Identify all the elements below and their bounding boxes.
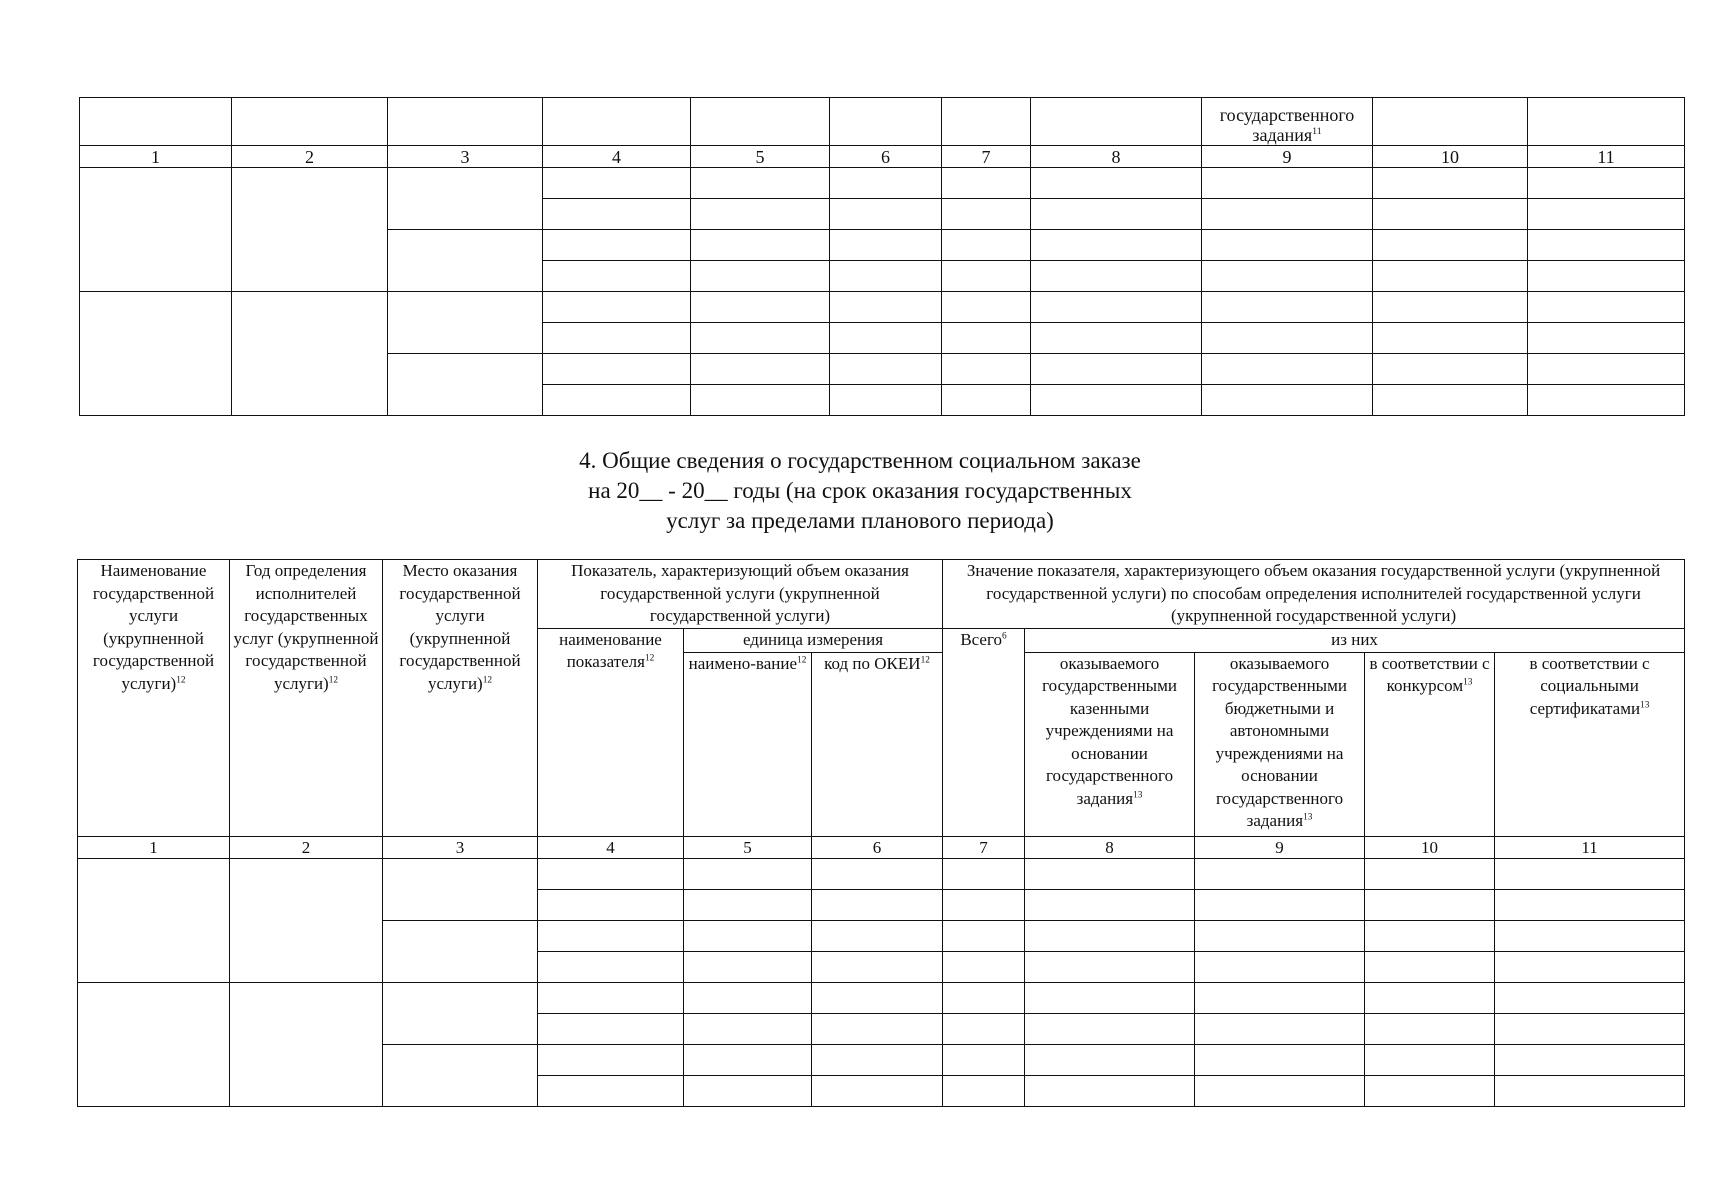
column-number: 4 bbox=[538, 836, 684, 858]
empty-cell bbox=[1373, 230, 1528, 261]
empty-cell bbox=[812, 951, 943, 982]
empty-cell bbox=[691, 354, 830, 385]
empty-cell bbox=[1202, 261, 1373, 292]
empty-cell bbox=[383, 920, 538, 982]
empty-cell bbox=[1365, 920, 1495, 951]
empty-cell bbox=[1495, 1044, 1685, 1075]
section-title bbox=[360, 446, 1360, 536]
empty-cell bbox=[1025, 982, 1195, 1013]
empty-cell bbox=[1025, 920, 1195, 951]
empty-cell bbox=[1025, 1013, 1195, 1044]
empty-cell bbox=[1528, 323, 1685, 354]
empty-cell bbox=[1365, 1075, 1495, 1106]
header-text: Значение показателя, характеризующего объем оказания государственной услуги (укрупненной государственной услуги) по способам определения исполнителей государственной услуги (укрупненной государственной услуги) bbox=[966, 561, 1661, 625]
empty-cell bbox=[543, 168, 691, 199]
empty-cell bbox=[1495, 982, 1685, 1013]
empty-cell bbox=[942, 168, 1031, 199]
empty-cell bbox=[691, 261, 830, 292]
footnote-ref: 12 bbox=[328, 674, 339, 685]
header-cell bbox=[942, 98, 1031, 146]
header-unit-code bbox=[812, 652, 943, 836]
column-number-row bbox=[78, 836, 1685, 858]
empty-cell bbox=[942, 261, 1031, 292]
column-number: 9 bbox=[1195, 836, 1365, 858]
empty-cell bbox=[1373, 199, 1528, 230]
header-text: Место оказания государственной услуги (укрупненной государственной услуги) bbox=[399, 561, 521, 693]
empty-cell bbox=[942, 323, 1031, 354]
empty-cell bbox=[812, 858, 943, 889]
footnote-ref: 12 bbox=[482, 674, 493, 685]
column-number: 3 bbox=[388, 146, 543, 168]
column-number: 10 bbox=[1373, 146, 1528, 168]
empty-cell bbox=[684, 1044, 812, 1075]
column-number: 7 bbox=[942, 146, 1031, 168]
empty-cell bbox=[1373, 261, 1528, 292]
header-cell bbox=[80, 98, 232, 146]
empty-cell bbox=[684, 1013, 812, 1044]
empty-cell bbox=[388, 292, 543, 354]
empty-cell bbox=[1528, 230, 1685, 261]
header-text: Наименование государственной услуги (укрупненной государственной услуги) bbox=[92, 561, 215, 693]
footnote-ref: 11 bbox=[1312, 126, 1322, 137]
header-text: Всего bbox=[960, 629, 1003, 649]
header-state-treasury bbox=[1025, 652, 1195, 836]
empty-cell bbox=[1365, 889, 1495, 920]
header-text: наимено-вание bbox=[688, 653, 798, 673]
footnote-ref: 13 bbox=[1640, 699, 1650, 710]
column-number: 11 bbox=[1495, 836, 1685, 858]
empty-cell bbox=[1031, 323, 1202, 354]
empty-cell bbox=[543, 261, 691, 292]
header-indicator-group bbox=[538, 560, 943, 629]
empty-cell bbox=[1195, 1044, 1365, 1075]
empty-cell bbox=[1528, 168, 1685, 199]
empty-cell bbox=[232, 168, 388, 292]
empty-cell bbox=[80, 168, 232, 292]
footnote-ref: 12 bbox=[644, 653, 655, 664]
empty-cell bbox=[1031, 292, 1202, 323]
column-number: 1 bbox=[78, 836, 230, 858]
empty-cell bbox=[388, 168, 543, 230]
empty-cell bbox=[1495, 1013, 1685, 1044]
empty-cell bbox=[538, 982, 684, 1013]
table-row bbox=[80, 292, 1685, 323]
empty-cell bbox=[812, 982, 943, 1013]
header-text: наименование показателя bbox=[559, 629, 662, 671]
empty-cell bbox=[830, 230, 942, 261]
empty-cell bbox=[543, 354, 691, 385]
empty-cell bbox=[1195, 920, 1365, 951]
empty-cell bbox=[538, 920, 684, 951]
empty-cell bbox=[1202, 199, 1373, 230]
table-row bbox=[78, 982, 1685, 1013]
section-title-line: на 20__ - 20__ годы (на срок оказания государственных bbox=[588, 478, 1132, 503]
empty-cell bbox=[1495, 1075, 1685, 1106]
empty-cell bbox=[1195, 889, 1365, 920]
empty-cell bbox=[1031, 261, 1202, 292]
header-text: Год определения исполнителей государственных услуг (укрупненной государственной услуги) bbox=[233, 561, 379, 693]
empty-cell bbox=[1031, 199, 1202, 230]
header-text: в соответствии с социальными сертификатами bbox=[1529, 653, 1650, 718]
empty-cell bbox=[538, 1044, 684, 1075]
empty-cell bbox=[1528, 292, 1685, 323]
empty-cell bbox=[684, 858, 812, 889]
empty-cell bbox=[1202, 354, 1373, 385]
empty-cell bbox=[1202, 323, 1373, 354]
empty-cell bbox=[830, 168, 942, 199]
empty-cell bbox=[943, 982, 1025, 1013]
header-cell-9-text: государственного задания bbox=[1219, 105, 1355, 145]
header-indicator-name bbox=[538, 628, 684, 836]
column-number: 5 bbox=[684, 836, 812, 858]
empty-cell bbox=[1025, 858, 1195, 889]
empty-cell bbox=[1365, 982, 1495, 1013]
column-number: 10 bbox=[1365, 836, 1495, 858]
empty-cell bbox=[1528, 385, 1685, 416]
empty-cell bbox=[1528, 199, 1685, 230]
empty-cell bbox=[1031, 230, 1202, 261]
header-total bbox=[943, 628, 1025, 836]
empty-cell bbox=[543, 199, 691, 230]
header-year bbox=[230, 560, 383, 837]
empty-cell bbox=[684, 951, 812, 982]
table-row bbox=[78, 858, 1685, 889]
footnote-ref: 13 bbox=[1133, 789, 1143, 800]
header-text: оказываемого государственными казенными учреждениями на основании государственного задания bbox=[1042, 653, 1177, 808]
empty-cell bbox=[1025, 1075, 1195, 1106]
empty-cell bbox=[943, 920, 1025, 951]
empty-cell bbox=[80, 292, 232, 416]
empty-cell bbox=[942, 354, 1031, 385]
empty-cell bbox=[691, 168, 830, 199]
table-top bbox=[79, 97, 1685, 416]
empty-cell bbox=[543, 292, 691, 323]
table-row bbox=[80, 168, 1685, 199]
column-number: 8 bbox=[1031, 146, 1202, 168]
empty-cell bbox=[830, 261, 942, 292]
header-cell bbox=[1373, 98, 1528, 146]
column-number: 8 bbox=[1025, 836, 1195, 858]
header-cell bbox=[388, 98, 543, 146]
column-number: 4 bbox=[543, 146, 691, 168]
empty-cell bbox=[691, 292, 830, 323]
empty-cell bbox=[1025, 951, 1195, 982]
header-cell bbox=[543, 98, 691, 146]
empty-cell bbox=[1202, 168, 1373, 199]
empty-cell bbox=[942, 230, 1031, 261]
empty-cell bbox=[383, 1044, 538, 1106]
header-competition bbox=[1365, 652, 1495, 836]
empty-cell bbox=[1365, 951, 1495, 982]
empty-cell bbox=[684, 889, 812, 920]
empty-cell bbox=[1202, 385, 1373, 416]
header-text: код по ОКЕИ bbox=[824, 653, 921, 673]
header-cell-9 bbox=[1202, 98, 1373, 146]
empty-cell bbox=[538, 1013, 684, 1044]
empty-cell bbox=[78, 858, 230, 982]
header-value-group bbox=[943, 560, 1685, 629]
empty-cell bbox=[830, 354, 942, 385]
column-number: 9 bbox=[1202, 146, 1373, 168]
empty-cell bbox=[1373, 168, 1528, 199]
empty-cell bbox=[1195, 1013, 1365, 1044]
empty-cell bbox=[1373, 354, 1528, 385]
empty-cell bbox=[383, 858, 538, 920]
empty-cell bbox=[942, 199, 1031, 230]
empty-cell bbox=[830, 292, 942, 323]
empty-cell bbox=[830, 199, 942, 230]
empty-cell bbox=[230, 982, 383, 1106]
empty-cell bbox=[684, 1075, 812, 1106]
empty-cell bbox=[1365, 1044, 1495, 1075]
empty-cell bbox=[1031, 168, 1202, 199]
header-text: Показатель, характеризующий объем оказания государственной услуги (укрупненной государственной услуги) bbox=[571, 561, 909, 625]
empty-cell bbox=[78, 982, 230, 1106]
empty-cell bbox=[943, 889, 1025, 920]
footnote-ref: 12 bbox=[797, 654, 807, 665]
empty-cell bbox=[943, 1044, 1025, 1075]
empty-cell bbox=[943, 1013, 1025, 1044]
header-cell bbox=[830, 98, 942, 146]
empty-cell bbox=[942, 385, 1031, 416]
empty-cell bbox=[1202, 230, 1373, 261]
header-cell bbox=[1031, 98, 1202, 146]
empty-cell bbox=[943, 951, 1025, 982]
column-number-row bbox=[80, 146, 1685, 168]
empty-cell bbox=[543, 385, 691, 416]
empty-cell bbox=[1365, 858, 1495, 889]
section-title-line: 4. Общие сведения о государственном социальном заказе bbox=[579, 448, 1141, 473]
empty-cell bbox=[943, 1075, 1025, 1106]
header-text: в соответствии с конкурсом bbox=[1369, 653, 1490, 695]
empty-cell bbox=[1025, 889, 1195, 920]
empty-cell bbox=[1195, 1075, 1365, 1106]
footnote-ref: 6 bbox=[1002, 630, 1007, 641]
empty-cell bbox=[942, 292, 1031, 323]
empty-cell bbox=[684, 920, 812, 951]
empty-cell bbox=[232, 292, 388, 416]
header-unit-name bbox=[684, 652, 812, 836]
header-cell bbox=[691, 98, 830, 146]
column-number: 1 bbox=[80, 146, 232, 168]
empty-cell bbox=[388, 354, 543, 416]
empty-cell bbox=[1373, 292, 1528, 323]
empty-cell bbox=[1373, 385, 1528, 416]
empty-cell bbox=[543, 323, 691, 354]
column-number: 2 bbox=[232, 146, 388, 168]
empty-cell bbox=[1373, 323, 1528, 354]
empty-cell bbox=[1195, 982, 1365, 1013]
column-number: 6 bbox=[830, 146, 942, 168]
column-number: 11 bbox=[1528, 146, 1685, 168]
empty-cell bbox=[1031, 354, 1202, 385]
empty-cell bbox=[1495, 858, 1685, 889]
empty-cell bbox=[538, 951, 684, 982]
empty-cell bbox=[691, 323, 830, 354]
column-number: 3 bbox=[383, 836, 538, 858]
empty-cell bbox=[1495, 951, 1685, 982]
empty-cell bbox=[538, 1075, 684, 1106]
section-title-line: услуг за пределами планового периода) bbox=[666, 508, 1054, 533]
header-cell bbox=[1528, 98, 1685, 146]
empty-cell bbox=[1365, 1013, 1495, 1044]
header-service-name bbox=[78, 560, 230, 837]
header-text: единица измерения bbox=[742, 629, 884, 649]
column-number: 6 bbox=[812, 836, 943, 858]
empty-cell bbox=[684, 982, 812, 1013]
header-cell bbox=[232, 98, 388, 146]
header-unit-group bbox=[684, 628, 943, 652]
empty-cell bbox=[1495, 889, 1685, 920]
empty-cell bbox=[1031, 385, 1202, 416]
header-of-them bbox=[1025, 628, 1685, 652]
empty-cell bbox=[812, 889, 943, 920]
empty-cell bbox=[1528, 354, 1685, 385]
header-place bbox=[383, 560, 538, 837]
empty-cell bbox=[812, 1013, 943, 1044]
empty-cell bbox=[383, 982, 538, 1044]
header-text: из них bbox=[1331, 629, 1378, 649]
header-budget-autonomous bbox=[1195, 652, 1365, 836]
column-number: 5 bbox=[691, 146, 830, 168]
empty-cell bbox=[830, 323, 942, 354]
empty-cell bbox=[543, 230, 691, 261]
column-number: 7 bbox=[943, 836, 1025, 858]
empty-cell bbox=[812, 1044, 943, 1075]
empty-cell bbox=[812, 920, 943, 951]
footnote-ref: 13 bbox=[1303, 812, 1313, 823]
empty-cell bbox=[830, 385, 942, 416]
empty-cell bbox=[1195, 858, 1365, 889]
empty-cell bbox=[691, 385, 830, 416]
empty-cell bbox=[1495, 920, 1685, 951]
empty-cell bbox=[943, 858, 1025, 889]
empty-cell bbox=[230, 858, 383, 982]
empty-cell bbox=[1195, 951, 1365, 982]
empty-cell bbox=[388, 230, 543, 292]
column-number: 2 bbox=[230, 836, 383, 858]
footnote-ref: 13 bbox=[1463, 677, 1473, 688]
empty-cell bbox=[538, 858, 684, 889]
empty-cell bbox=[538, 889, 684, 920]
empty-cell bbox=[1528, 261, 1685, 292]
empty-cell bbox=[1025, 1044, 1195, 1075]
table-social-order bbox=[77, 559, 1685, 1107]
empty-cell bbox=[1202, 292, 1373, 323]
footnote-ref: 12 bbox=[176, 674, 186, 685]
empty-cell bbox=[691, 230, 830, 261]
footnote-ref: 12 bbox=[920, 654, 930, 665]
header-social-certificates bbox=[1495, 652, 1685, 836]
empty-cell bbox=[812, 1075, 943, 1106]
empty-cell bbox=[691, 199, 830, 230]
header-text: оказываемого государственными бюджетными и автономными учреждениями на основании государственного задания bbox=[1212, 653, 1347, 830]
